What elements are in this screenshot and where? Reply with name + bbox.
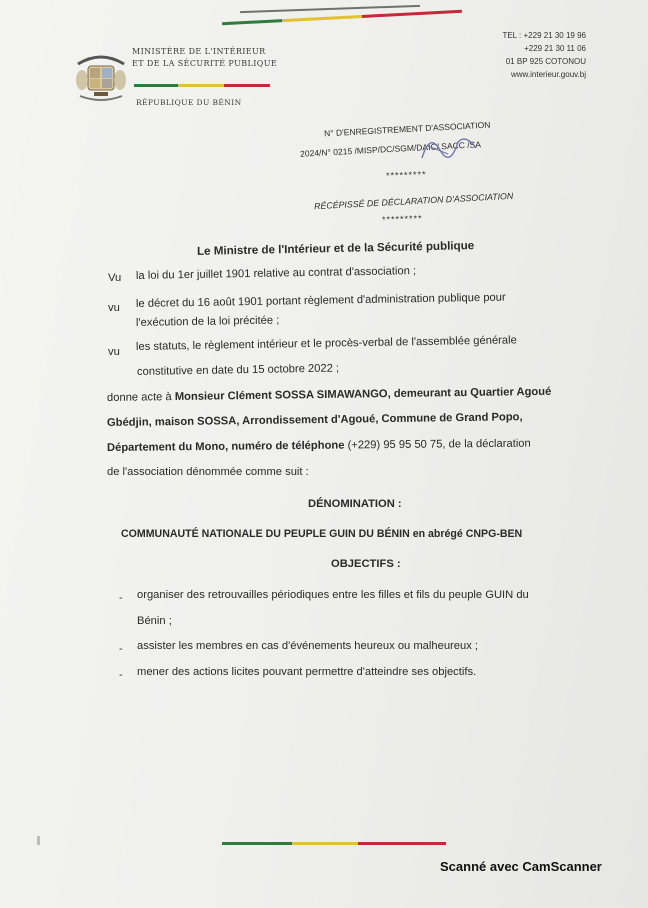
- registration-label: N° D'ENREGISTREMENT D'ASSOCIATION: [323, 119, 491, 139]
- registration-number: 2024/N° 0215 /MISP/DC/SGM/DAIC/ SACC /SA: [299, 139, 482, 159]
- stray-mark: [37, 836, 40, 845]
- vu2-marker: vu: [108, 302, 120, 314]
- vu3-marker: vu: [108, 346, 120, 358]
- vu1-marker: Vu: [108, 272, 122, 284]
- vu1-text: la loi du 1er juillet 1901 relative au contrat d'association ;: [135, 265, 417, 282]
- denomination-title: DÉNOMINATION :: [308, 498, 402, 510]
- vu2-line2: l'exécution de la loi précitée ;: [135, 314, 280, 329]
- acte-department: Département du Mono, numéro de téléphone: [106, 439, 345, 454]
- objective-3: mener des actions licites pouvant permettre d'atteindre ses objectifs.: [137, 666, 477, 678]
- ministry-name-line2: ET DE LA SÉCURITÉ PUBLIQUE: [132, 59, 278, 68]
- contact-website: www.interieur.gouv.bj: [511, 70, 586, 79]
- objective-bullet-2: -: [119, 643, 123, 655]
- republic-label: RÉPUBLIQUE DU BÉNIN: [136, 98, 242, 107]
- registration-stars: *********: [385, 169, 427, 181]
- camscanner-watermark: Scanné avec CamScanner: [440, 859, 602, 874]
- coat-of-arms-emblem: [72, 46, 130, 108]
- acte-phone: (+229) 95 95 50 75, de la déclaration: [344, 437, 531, 452]
- denomination-value: COMMUNAUTÉ NATIONALE DU PEUPLE GUIN DU BÉNIN en abrégé CNPG-BEN: [121, 528, 523, 540]
- handwritten-signature-mark: [418, 128, 498, 164]
- contact-tel2: +229 21 30 11 06: [524, 44, 586, 53]
- vu3-line2: constitutive en date du 15 octobre 2022 ;: [136, 362, 340, 378]
- acte-person: Monsieur Clément SOSSA SIMAWANGO, demeurant au Quartier Agoué: [174, 385, 552, 404]
- bottom-flag-stripe: [222, 842, 446, 846]
- acte-line3: [107, 438, 531, 454]
- receipt-stars: *********: [381, 213, 423, 225]
- header-flag-stripe: [134, 84, 270, 87]
- acte-line4: de l'association dénommée comme suit :: [107, 466, 309, 478]
- contact-bp: 01 BP 925 COTONOU: [505, 57, 586, 66]
- minister-heading: Le Ministre de l'Intérieur et de la Sécurité publique: [196, 239, 475, 258]
- objective-1-line1: organiser des retrouvailles périodiques entre les filles et fils du peuple GUIN du: [137, 589, 529, 601]
- vu3-line1: les statuts, le règlement intérieur et le procès-verbal de l'assemblée générale: [135, 334, 517, 353]
- ministry-name-line1: MINISTÈRE DE L'INTÉRIEUR: [132, 47, 266, 56]
- contact-tel1: TEL : +229 21 30 19 96: [502, 31, 586, 40]
- vu2-line1: le décret du 16 août 1901 portant règlement d'administration publique pour: [135, 291, 506, 310]
- objective-2: assister les membres en cas d'événements heureux ou malheureux ;: [137, 640, 479, 652]
- acte-line1: [107, 386, 551, 404]
- objective-bullet-1: -: [119, 592, 123, 604]
- acte-intro: donne acte à: [106, 391, 175, 404]
- acte-line2: Gbédjin, maison SOSSA, Arrondissement d'Agoué, Commune de Grand Popo,: [106, 411, 523, 429]
- objective-bullet-3: -: [119, 669, 123, 681]
- objective-1-line2: Bénin ;: [137, 615, 172, 627]
- objectifs-title: OBJECTIFS :: [331, 558, 401, 570]
- receipt-title: RÉCÉPISSÉ DE DÉCLARATION D'ASSOCIATION: [313, 190, 514, 212]
